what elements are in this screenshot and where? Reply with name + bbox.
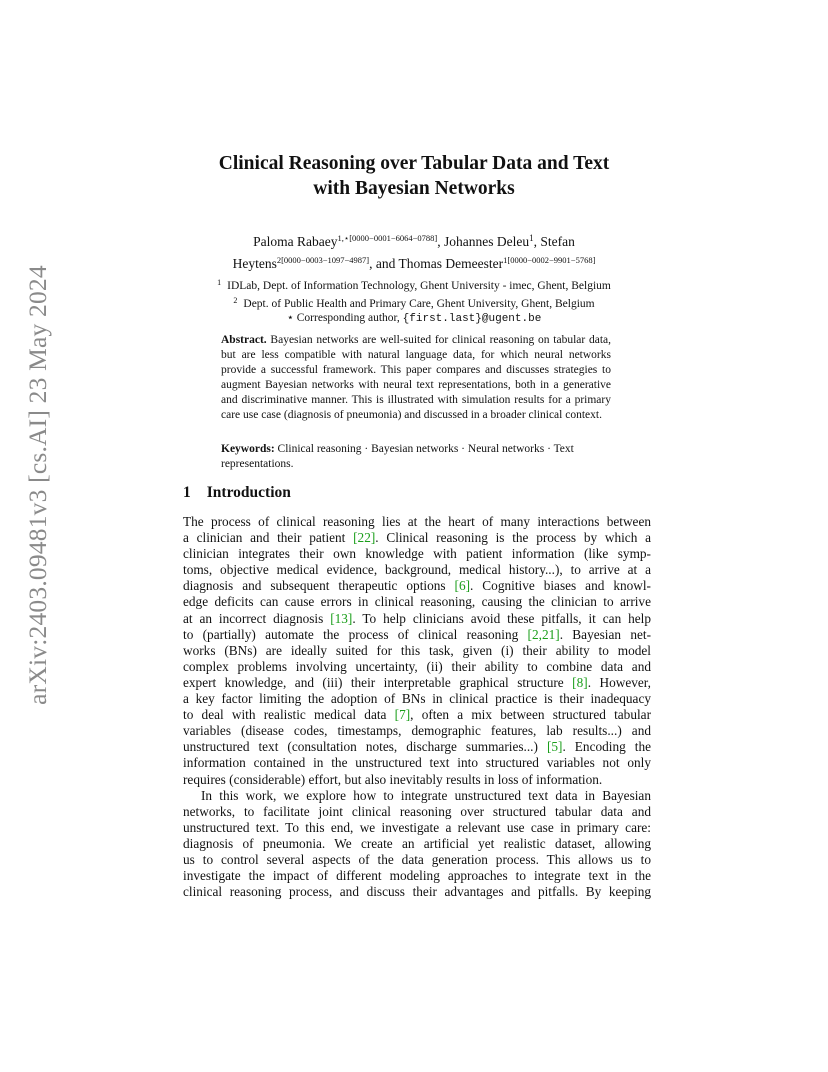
section-number: 1 xyxy=(183,484,191,501)
keywords-text: Clinical reasoning · Bayesian networks · Neural networks · Text representations. xyxy=(221,443,574,471)
author-1-orcid: 1,⋆[0000−0001−6064−0788] xyxy=(337,233,438,243)
body-line: works (BNs) are ideally suited for this task, given (i) their ability to model xyxy=(183,642,651,658)
abstract-text: Bayesian networks are well-suited for clinical reasoning on tabular data, but are less compatible with natural language data, for which neural networks provide a successful framework. This paper compares and discusses strategies to augment Bayesian networks with neural text representations, both in a generative and discriminative manner. This is illustrated with simulation results for a primary care use case (diagnosis of pneumonia) and discussed in a broader clinical context. xyxy=(221,334,611,422)
title-line-2: with Bayesian Networks xyxy=(313,178,515,199)
body-text-span: unstructured text (consultation notes, discharge summaries...) xyxy=(183,739,547,755)
body-line: variables (disease codes, timestamps, demographic features, lab results...) and xyxy=(183,723,651,739)
citation-link[interactable]: [7] xyxy=(394,707,411,723)
body-text-span: to (partially) automate the process of clinical reasoning xyxy=(183,626,528,642)
author-line-2 xyxy=(175,251,653,273)
author-line-1 xyxy=(175,229,653,251)
body-text-span: a clinician and their patient xyxy=(183,530,354,546)
body-text-span: to deal with realistic medical data xyxy=(183,707,395,723)
affiliation-1-text: IDLab, Dept. of Information Technology, Ghent University - imec, Ghent, Belgium xyxy=(227,280,611,292)
section-heading-introduction xyxy=(183,484,291,502)
body-line xyxy=(183,611,651,627)
citation-link[interactable]: [5] xyxy=(546,739,563,755)
body-text-span: diagnosis and subsequent therapeutic options xyxy=(183,578,455,594)
affiliation-2 xyxy=(160,294,668,312)
body-text-span: . Encoding the xyxy=(562,739,651,755)
body-line xyxy=(183,675,651,691)
body-line xyxy=(183,739,651,755)
citation-link[interactable]: [6] xyxy=(454,578,471,594)
title-line-1: Clinical Reasoning over Tabular Data and Text xyxy=(218,153,610,174)
author-2: , Johannes Deleu xyxy=(437,234,530,249)
body-text-span: . Bayesian net- xyxy=(559,626,651,642)
paper-title xyxy=(150,151,678,201)
body-line: information contained in the unstructured text into structured variables not only xyxy=(183,755,651,771)
citation-link[interactable]: [22] xyxy=(353,530,376,546)
body-line: investigate the impact of different modeling approaches to integrate text in the xyxy=(183,868,651,884)
body-line: diagnosis of pneumonia. We create an artificial yet realistic dataset, allowing xyxy=(183,835,651,851)
body-line: clinician integrates their own knowledge with patient information (like symp- xyxy=(183,546,651,562)
keywords xyxy=(221,442,611,472)
body-line: toms, objective medical evidence, background, medical history...), to arrive at a xyxy=(183,562,651,578)
citation-link[interactable]: [13] xyxy=(330,610,353,626)
body-line xyxy=(183,707,651,723)
author-4-orcid: 1[0000−0002−9901−5768] xyxy=(503,255,596,265)
keywords-label: Keywords: xyxy=(221,443,275,455)
citation-link[interactable]: [8] xyxy=(572,674,588,690)
body-text-span: . Clinical reasoning is the process by which a xyxy=(375,530,651,546)
author-3-first: , Stefan xyxy=(533,234,575,249)
citation-link[interactable]: [2,21] xyxy=(527,626,560,642)
body-line: a key factor limiting the adoption of BNs in clinical practice is their inadequacy xyxy=(183,691,651,707)
author-email: {first.last}@ugent.be xyxy=(402,313,542,325)
corresponding-text: Corresponding author, xyxy=(293,312,403,324)
body-text-span: at an incorrect diagnosis xyxy=(183,610,331,626)
affiliation-1-mark: 1 xyxy=(217,278,222,287)
body-line: requires (considerable) effort, but also inevitably results in loss of information. xyxy=(183,771,603,787)
body-text-span: . Cognitive biases and knowl- xyxy=(470,578,651,594)
body-text-span: expert knowledge, and (iii) their interpretable graphical structure xyxy=(183,674,573,690)
author-3-orcid: 2[0000−0003−1097−4987] xyxy=(276,255,370,265)
affiliation-1 xyxy=(160,276,668,294)
corresponding-mark: ⋆ xyxy=(286,312,294,324)
author-1: Paloma Rabaey xyxy=(253,234,338,249)
affiliation-2-mark: 2 xyxy=(233,295,238,305)
body-line: clinical reasoning process, and discuss their advantages and pitfalls. By keeping xyxy=(183,884,651,900)
body-text-span: . However, xyxy=(587,674,651,690)
author-4: , and Thomas Demeester xyxy=(369,256,504,271)
body-line: us to control several aspects of the data generation process. This allows us to xyxy=(183,851,651,867)
author-2-affil-mark: 1 xyxy=(529,233,534,243)
corresponding-author xyxy=(160,311,668,327)
introduction-body xyxy=(183,514,651,900)
body-line xyxy=(183,578,651,594)
body-line: networks, to facilitate joint clinical reasoning over structured tabular data and xyxy=(183,803,651,819)
author-3-last: Heytens xyxy=(232,256,277,271)
body-line xyxy=(183,627,651,643)
arxiv-identifier-stamp xyxy=(18,265,58,705)
arxiv-identifier-text: arXiv:2403.09481v3 [cs.AI] 23 May 2024 xyxy=(23,265,52,705)
body-line: In this work, we explore how to integrate unstructured text data in Bayesian xyxy=(201,787,651,803)
section-title: Introduction xyxy=(206,484,291,501)
body-line: The process of clinical reasoning lies at the heart of many interactions between xyxy=(183,514,651,529)
body-line: edge deficits can cause errors in clinical reasoning, causing the clinician to arrive xyxy=(183,594,651,610)
author-list xyxy=(175,229,653,273)
affiliations xyxy=(160,276,668,327)
abstract-label: Abstract. xyxy=(221,334,267,346)
affiliation-2-text: Dept. of Public Health and Primary Care, Ghent University, Ghent, Belgium xyxy=(243,297,595,310)
body-text-span: , often a mix between structured tabular xyxy=(410,707,651,723)
body-line xyxy=(183,530,651,546)
abstract xyxy=(221,333,611,424)
body-text-span: . To help clinicians avoid these pitfalls, it can help xyxy=(352,610,651,626)
body-line: complex problems involving uncertainty, (ii) their ability to combine data and xyxy=(183,658,651,674)
body-line: unstructured text. To this end, we investigate a relevant use case in primary care: xyxy=(183,819,651,835)
